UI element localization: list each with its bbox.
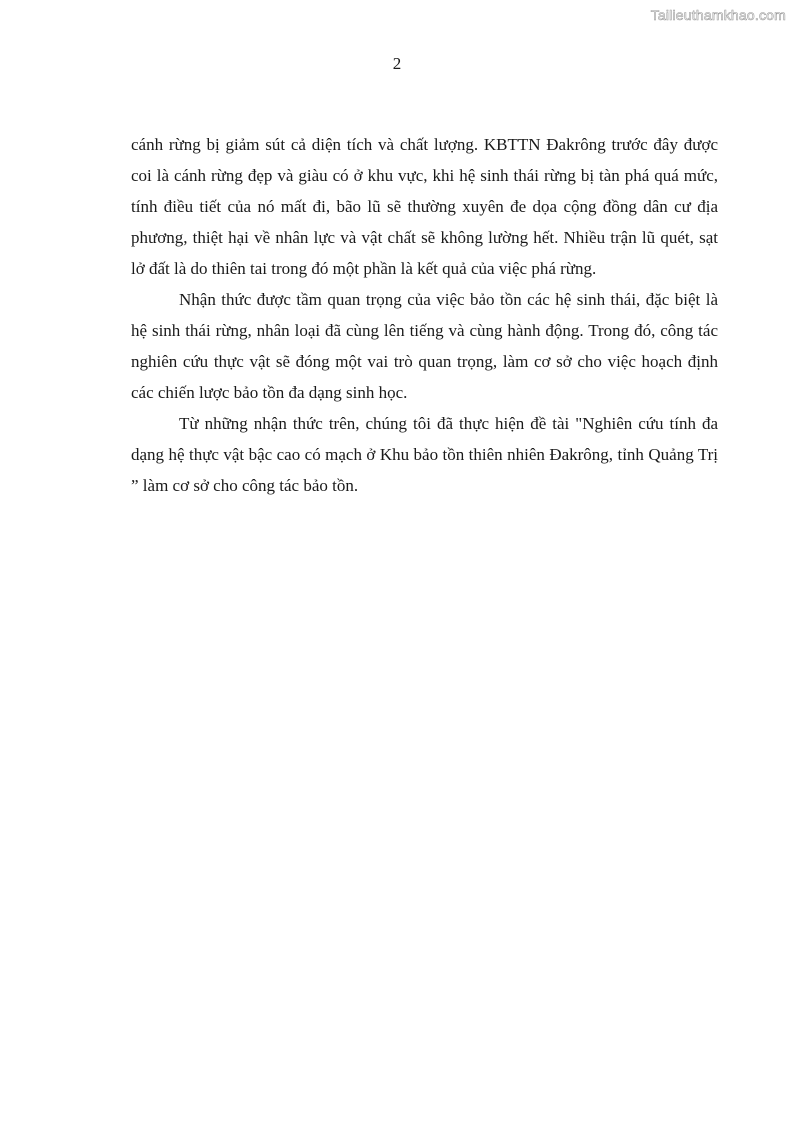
watermark-text: Tailieuthamkhao.com: [650, 7, 786, 23]
page-number: 2: [392, 54, 402, 73]
document-body: [131, 129, 718, 501]
paragraph-research-topic: Từ những nhận thức trên, chúng tôi đã thực hiện đề tài "Nghiên cứu tính đa dạng hệ thực vật bậc cao có mạch ở Khu bảo tồn thiên nhiên Đakrông, tỉnh Quảng Trị ” làm cơ sở cho công tác bảo tồn.: [131, 414, 718, 495]
paragraph-conservation-awareness: Nhận thức được tầm quan trọng của việc bảo tồn các hệ sinh thái, đặc biệt là hệ sinh thái rừng, nhân loại đã cùng lên tiếng và cùng hành động. Trong đó, công tác nghiên cứu thực vật sẽ đóng một vai trò quan trọng, làm cơ sở cho việc hoạch định các chiến lược bảo tồn đa dạng sinh học.: [131, 290, 718, 402]
paragraph-continuation: cánh rừng bị giảm sút cả diện tích và chất lượng. KBTTN Đakrông trước đây được coi là cánh rừng đẹp và giàu có ở khu vực, khi hệ sinh thái rừng bị tàn phá quá mức, tính điều tiết của nó mất đi, bão lũ sẽ thường xuyên đe dọa cộng đồng dân cư địa phương, thiệt hại về nhân lực và vật chất sẽ không lường hết. Nhiều trận lũ quét, sạt lở đất là do thiên tai trong đó một phần là kết quả của việc phá rừng.: [131, 135, 718, 278]
